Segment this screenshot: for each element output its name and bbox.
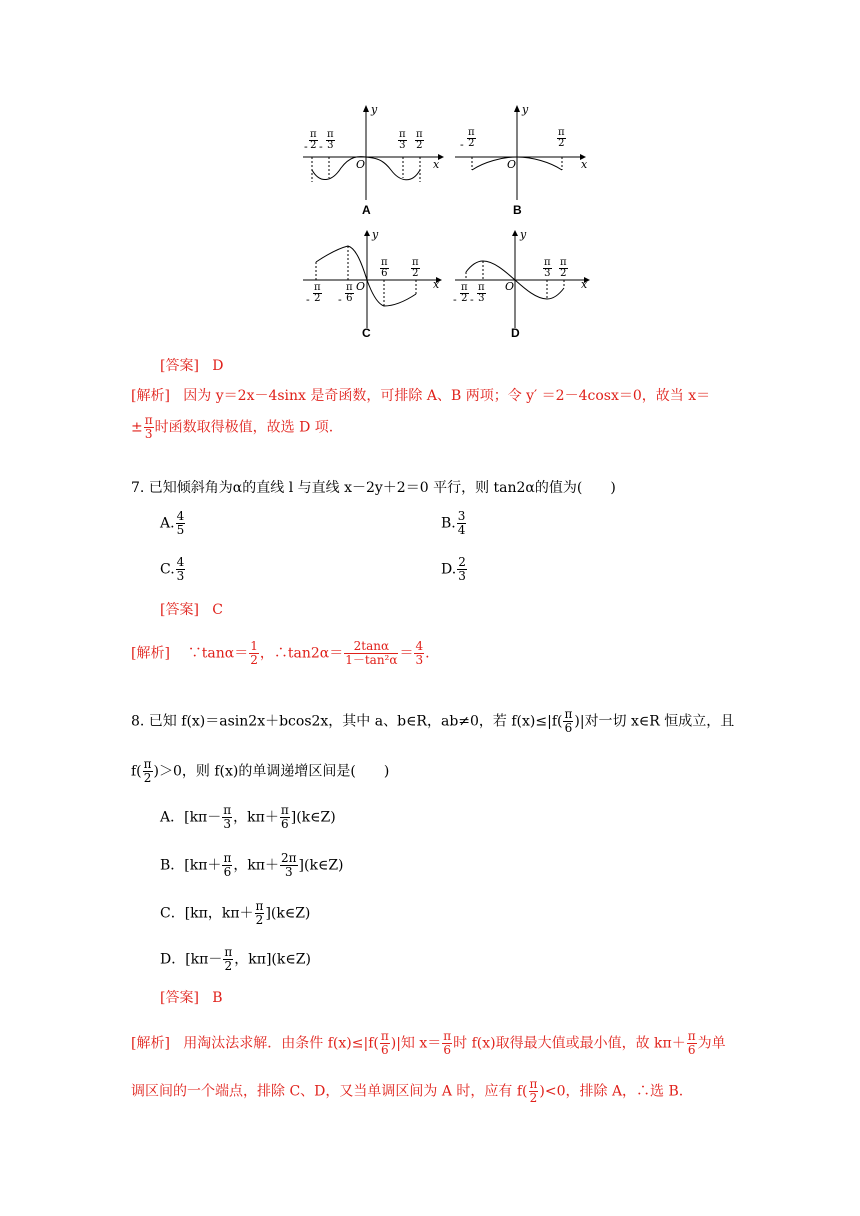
graph-d-tick-4-d: 2 bbox=[560, 268, 567, 279]
graph-d-tick-3 bbox=[543, 258, 552, 279]
q8-analysis-1-f3-d: 6 bbox=[687, 1043, 696, 1057]
graph-d-tick-4 bbox=[559, 258, 568, 279]
q7-option-b-label: B. bbox=[441, 515, 456, 532]
q8-option-a-f1-d: 3 bbox=[223, 817, 232, 831]
q8-stem-2-frac-n: π bbox=[143, 757, 152, 771]
q8-analysis-1-frac-2 bbox=[442, 1030, 452, 1057]
q7-option-d-n: 2 bbox=[458, 555, 466, 569]
graph-d-tick-2-d: 3 bbox=[478, 293, 485, 304]
q8-option-a-mid: ，kπ＋ bbox=[233, 809, 279, 826]
q8-option-b-f2-d: 3 bbox=[284, 865, 293, 879]
graph-c-tick-3-n: π bbox=[381, 257, 388, 268]
q6-analysis-line-2 bbox=[131, 414, 333, 441]
q8-option-a-frac-2 bbox=[280, 804, 290, 831]
graph-d-tick-4-n: π bbox=[560, 257, 567, 268]
q8-analysis-1-mid1: )|知 x＝ bbox=[390, 1035, 442, 1052]
graph-d bbox=[450, 228, 600, 343]
q8-stem-2-end: )＞0，则 f(x)的单调递增区间是( ) bbox=[153, 763, 390, 780]
q7-option-a bbox=[160, 510, 186, 537]
graph-b-tick-2 bbox=[557, 128, 566, 149]
q7-analysis-frac-3 bbox=[414, 640, 424, 667]
graph-b-origin: O bbox=[507, 158, 517, 171]
q8-analysis-1-f1-d: 6 bbox=[380, 1043, 389, 1057]
q7-stem: 7. 已知倾斜角为α的直线 l 与直线 x－2y＋2＝0 平行，则 tan2α的值为( ) bbox=[131, 480, 616, 496]
q8-option-a bbox=[160, 804, 336, 831]
graph-d-tick-1-n: π bbox=[461, 282, 468, 293]
q8-option-c-d: 2 bbox=[255, 913, 264, 927]
q7-option-c-n: 4 bbox=[176, 555, 185, 569]
graph-c-minus-1: - bbox=[306, 293, 310, 306]
q8-stem-2-pre: f( bbox=[131, 763, 142, 780]
graph-c-minus-2: - bbox=[338, 293, 342, 306]
graph-b-tick-2-d: 2 bbox=[558, 138, 565, 149]
graph-d-tick-2 bbox=[477, 283, 486, 304]
q8-option-d-end: ，kπ](k∈Z) bbox=[234, 951, 311, 968]
q8-analysis-1-f3-n: π bbox=[687, 1029, 696, 1043]
q8-answer: B bbox=[212, 990, 223, 1006]
graph-d-caption: D bbox=[511, 326, 520, 340]
q8-option-b-pre: B．[kπ＋ bbox=[160, 857, 222, 874]
graph-b-plot bbox=[450, 100, 600, 220]
q8-option-c-n: π bbox=[255, 899, 264, 913]
graph-c-tick-4-d: 2 bbox=[412, 268, 419, 279]
q7-answer-tag: [答案] bbox=[160, 602, 199, 618]
q7-analysis-frac-1 bbox=[249, 640, 259, 667]
graph-a-tick-4 bbox=[415, 130, 424, 151]
q7-option-d-d: 3 bbox=[458, 569, 466, 583]
graph-a-x-label: x bbox=[433, 158, 440, 171]
graph-a bbox=[298, 100, 448, 220]
graph-d-plot bbox=[450, 228, 600, 343]
q7-option-d-frac bbox=[457, 556, 467, 583]
q8-analysis-2-pre: 调区间的一个端点，排除 C、D，又当单调区间为 A 时，应有 f( bbox=[131, 1083, 528, 1100]
q8-option-d bbox=[160, 946, 311, 973]
q8-analysis-1-pre: 用淘汰法求解．由条件 f(x)≤|f( bbox=[183, 1035, 379, 1052]
q8-analysis-2-end: )<0，排除 A，∴选 B. bbox=[539, 1083, 684, 1100]
graph-b-y-label: y bbox=[522, 103, 529, 116]
graph-c-tick-3 bbox=[380, 258, 389, 279]
q7-analysis-f1-n: 1 bbox=[250, 639, 258, 653]
graph-d-tick-3-n: π bbox=[544, 257, 551, 268]
q6-analysis-frac-d: 3 bbox=[144, 427, 153, 441]
q8-option-d-d: 2 bbox=[224, 959, 233, 973]
q6-analysis-line-1 bbox=[131, 386, 710, 406]
graph-d-tick-1-d: 2 bbox=[461, 293, 468, 304]
q8-option-d-n: π bbox=[224, 945, 233, 959]
graph-c-tick-2-d: 6 bbox=[346, 293, 353, 304]
q7-analysis-pre: ∵tanα＝ bbox=[187, 645, 249, 662]
q7-option-b-frac bbox=[457, 510, 467, 537]
q6-answer-line bbox=[160, 356, 224, 376]
q8-option-b-frac-1 bbox=[222, 852, 232, 879]
q8-answer-line bbox=[160, 988, 223, 1008]
q8-analysis-line-1 bbox=[131, 1030, 726, 1057]
graph-a-tick-1-d: 2 bbox=[310, 140, 317, 151]
q8-analysis-1-frac-1 bbox=[380, 1030, 390, 1057]
q8-option-b-f1-d: 6 bbox=[223, 865, 232, 879]
q6-answer-tag: [答案] bbox=[160, 358, 199, 374]
graph-c-y-label: y bbox=[372, 228, 379, 241]
q8-analysis-tag: [解析] bbox=[131, 1035, 170, 1052]
q7-analysis-f2-d: 1－tan²α bbox=[345, 653, 398, 667]
graph-b-tick-2-n: π bbox=[558, 127, 565, 138]
q7-analysis-f3-d: 3 bbox=[415, 653, 424, 667]
q6-analysis-text-2: 时函数取得极值，故选 D 项. bbox=[154, 419, 334, 436]
graph-d-origin: O bbox=[505, 280, 515, 293]
graph-a-tick-3-n: π bbox=[399, 129, 406, 140]
q7-analysis-f2-n: 2tanα bbox=[344, 640, 398, 654]
graph-a-plot bbox=[298, 100, 448, 220]
graph-c-caption: C bbox=[362, 326, 371, 340]
q7-analysis-f3-n: 4 bbox=[415, 639, 424, 653]
graph-a-origin: O bbox=[356, 158, 366, 171]
graph-d-minus-1: - bbox=[453, 293, 457, 306]
graph-a-tick-3 bbox=[398, 130, 407, 151]
q8-option-b bbox=[160, 852, 344, 879]
graph-c-tick-1-n: π bbox=[314, 282, 321, 293]
graph-b-tick-1-d: 2 bbox=[468, 138, 475, 149]
q7-option-a-label: A. bbox=[160, 515, 175, 532]
graph-d-y-label: y bbox=[520, 228, 527, 241]
graph-a-tick-2-n: π bbox=[327, 129, 334, 140]
q8-analysis-1-f2-n: π bbox=[443, 1029, 452, 1043]
graph-b-tick-1-n: π bbox=[468, 127, 475, 138]
q8-option-b-end: ](k∈Z) bbox=[298, 857, 344, 874]
graph-c-tick-1-d: 2 bbox=[314, 293, 321, 304]
q7-option-a-d: 5 bbox=[176, 523, 185, 537]
graph-d-tick-3-d: 3 bbox=[544, 268, 551, 279]
q7-analysis-end: . bbox=[425, 645, 430, 662]
q8-analysis-1-f2-d: 6 bbox=[443, 1043, 452, 1057]
q8-option-a-end: ](k∈Z) bbox=[290, 809, 336, 826]
graph-c-x-label: x bbox=[433, 278, 440, 291]
graph-c-tick-4 bbox=[411, 258, 420, 279]
q8-stem-line-2 bbox=[131, 758, 389, 785]
graph-a-caption: A bbox=[362, 203, 371, 217]
q7-option-b-n: 3 bbox=[457, 509, 466, 523]
graph-a-minus-2: - bbox=[319, 140, 323, 153]
q8-stem-2-frac-d: 2 bbox=[143, 771, 152, 785]
q7-option-b bbox=[441, 510, 467, 537]
q8-option-a-pre: A．[kπ－ bbox=[160, 809, 222, 826]
q8-option-c-frac bbox=[255, 900, 265, 927]
q8-analysis-1-end: 为单 bbox=[697, 1035, 726, 1052]
q7-option-c bbox=[160, 556, 186, 583]
graph-c-tick-1 bbox=[313, 283, 322, 304]
q7-option-b-d: 4 bbox=[457, 523, 466, 537]
q7-option-c-label: C. bbox=[160, 561, 175, 578]
graph-c-tick-3-d: 6 bbox=[381, 268, 388, 279]
graph-b-caption: B bbox=[513, 203, 522, 217]
q8-stem-1-frac bbox=[563, 708, 573, 735]
q8-option-a-frac-1 bbox=[222, 804, 232, 831]
graph-a-minus-1: - bbox=[304, 140, 308, 153]
q6-answer: D bbox=[212, 358, 224, 374]
q8-option-d-frac bbox=[223, 946, 233, 973]
q8-stem-1: 8. 已知 f(x)＝asin2x＋bcos2x，其中 a、b∈R，ab≠0，若 f(x)≤|f( bbox=[131, 713, 563, 730]
q7-answer-line bbox=[160, 600, 223, 620]
graph-a-tick-1-n: π bbox=[310, 129, 317, 140]
q8-option-a-f2-n: π bbox=[280, 803, 289, 817]
q8-option-a-f2-d: 6 bbox=[280, 817, 289, 831]
q7-option-d-label: D. bbox=[441, 561, 457, 578]
graph-d-x-label: x bbox=[581, 278, 588, 291]
q8-option-c-pre: C．[kπ，kπ＋ bbox=[160, 905, 254, 922]
graph-b-x-label: x bbox=[581, 158, 588, 171]
q6-analysis-pm: ± bbox=[131, 419, 143, 436]
graph-c-tick-2 bbox=[345, 283, 354, 304]
q8-analysis-line-2 bbox=[131, 1078, 683, 1105]
q6-analysis-tag: [解析] bbox=[131, 388, 170, 404]
q7-analysis-f1-d: 2 bbox=[250, 653, 258, 667]
q7-option-c-frac bbox=[176, 556, 186, 583]
graph-b-minus: - bbox=[460, 138, 464, 151]
q8-option-a-f1-n: π bbox=[223, 803, 232, 817]
q8-analysis-1-mid2: 时 f(x)取得最大值或最小值，故 kπ＋ bbox=[453, 1035, 686, 1052]
graph-a-y-label: y bbox=[371, 103, 378, 116]
q7-answer: C bbox=[212, 602, 224, 618]
q8-option-c bbox=[160, 900, 310, 927]
q8-option-b-f1-n: π bbox=[223, 851, 232, 865]
q8-stem-1-frac-d: 6 bbox=[564, 721, 573, 735]
graph-d-tick-2-n: π bbox=[478, 282, 485, 293]
q8-option-c-end: ](k∈Z) bbox=[265, 905, 311, 922]
q7-option-c-d: 3 bbox=[176, 569, 185, 583]
q8-option-b-f2-n: 2π bbox=[281, 851, 297, 865]
graph-b bbox=[450, 100, 600, 220]
graph-d-minus-2: - bbox=[470, 293, 474, 306]
graph-c-origin: O bbox=[356, 280, 366, 293]
q7-analysis-frac-2 bbox=[344, 640, 398, 667]
q7-analysis-mid: ，∴tan2α＝ bbox=[259, 645, 344, 662]
graph-a-tick-2-d: 3 bbox=[327, 140, 334, 151]
q7-analysis-tag: [解析] bbox=[131, 645, 170, 662]
graph-a-tick-2 bbox=[326, 130, 335, 151]
graph-a-tick-4-n: π bbox=[416, 129, 423, 140]
graph-c bbox=[298, 228, 448, 343]
q8-stem-1-frac-n: π bbox=[564, 707, 573, 721]
graph-a-tick-3-d: 3 bbox=[399, 140, 406, 151]
q7-analysis-line bbox=[131, 640, 430, 667]
q8-stem-1-end: )|对一切 x∈R 恒成立，且 bbox=[574, 713, 735, 730]
q8-option-d-pre: D．[kπ－ bbox=[160, 951, 223, 968]
q7-analysis-eq: ＝ bbox=[399, 645, 414, 662]
q8-option-b-mid: ，kπ＋ bbox=[233, 857, 280, 874]
graph-c-tick-4-n: π bbox=[412, 257, 419, 268]
q8-analysis-1-f1-n: π bbox=[380, 1029, 389, 1043]
q7-option-a-frac bbox=[176, 510, 186, 537]
q6-analysis-text-1: 因为 y＝2x－4sinx 是奇函数，可排除 A、B 两项；令 y′ ＝2－4cosx＝0，故当 x＝ bbox=[183, 388, 711, 404]
q8-option-b-frac-2 bbox=[280, 852, 298, 879]
q8-analysis-2-frac bbox=[529, 1078, 539, 1105]
q8-stem-line-1 bbox=[131, 708, 734, 735]
graph-a-tick-4-d: 2 bbox=[416, 140, 423, 151]
graph-d-tick-1 bbox=[460, 283, 469, 304]
q8-analysis-2-f-d: 2 bbox=[529, 1091, 538, 1105]
graph-c-tick-2-n: π bbox=[346, 282, 353, 293]
q6-analysis-frac-n: π bbox=[144, 413, 153, 427]
q8-analysis-2-f-n: π bbox=[529, 1077, 538, 1091]
q7-option-a-n: 4 bbox=[176, 509, 185, 523]
q6-analysis-frac bbox=[144, 414, 154, 441]
graph-a-tick-1 bbox=[309, 130, 318, 151]
q8-stem-2-frac bbox=[143, 758, 153, 785]
q8-answer-tag: [答案] bbox=[160, 990, 199, 1006]
q8-analysis-1-frac-3 bbox=[687, 1030, 697, 1057]
q7-option-d bbox=[441, 556, 468, 583]
graph-b-tick-1 bbox=[467, 128, 476, 149]
